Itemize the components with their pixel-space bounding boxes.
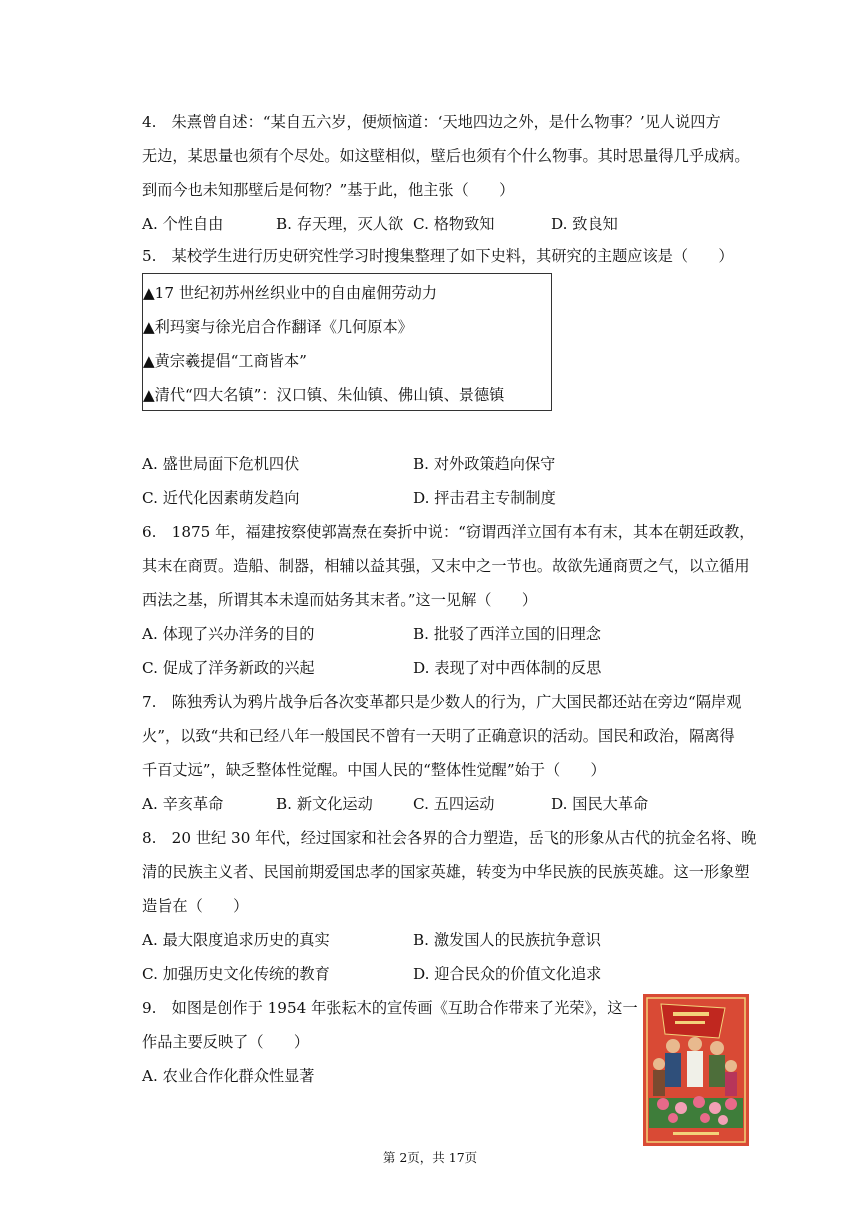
q9-option-a: A. 农业合作化群众性显著 [142,1067,315,1085]
q4-option-d: D. 致良知 [551,215,618,233]
poster-illustration [643,994,749,1146]
q5-option-a: A. 盛世局面下危机四伏 [142,455,300,473]
q8-option-c: C. 加强历史文化传统的教育 [142,965,330,983]
q5-source-item: ▲黄宗羲提倡“工商皆本” [143,352,307,370]
q7-option-b: B. 新文化运动 [276,795,373,813]
propaganda-poster-image [643,994,749,1146]
q5-option-c: C. 近代化因素萌发趋向 [142,489,300,507]
q5-option-d: D. 抨击君主专制制度 [413,489,556,507]
q4-option-c: C. 格物致知 [413,215,495,233]
q6-line-3: 西法之基，所谓其本未遑而姑务其末者。”这一见解（ ） [142,591,538,609]
q4-option-b: B. 存天理，灭人欲 [276,215,404,233]
q7-line-3: 千百丈远”，缺乏整体性觉醒。中国人民的“整体性觉醒”始于（ ） [142,761,606,779]
q6-line-1: 6. 1875 年，福建按察使郭嵩焘在奏折中说：“窃谓西洋立国有本有末，其本在朝廷政教， [142,523,755,541]
q6-option-b: B. 批驳了西洋立国的旧理念 [413,625,601,643]
q9-line-1: 9. 如图是创作于 1954 年张耘木的宣传画《互助合作带来了光荣》，这一 [142,999,638,1017]
q7-option-d: D. 国民大革命 [551,795,649,813]
q8-line-3: 造旨在（ ） [142,897,249,915]
q4-line-1: 4. 朱熹曾自述：“某自五六岁，便烦恼道：‘天地四边之外，是什么物事？’见人说四方 [142,113,721,131]
q9-line-2: 作品主要反映了（ ） [142,1033,310,1051]
q7-option-c: C. 五四运动 [413,795,495,813]
q6-option-a: A. 体现了兴办洋务的目的 [142,625,315,643]
page-footer: 第 2页，共 17页 [382,1150,478,1165]
q7-line-1: 7. 陈独秀认为鸦片战争后各次变革都只是少数人的行为，广大国民都还站在旁边“隔岸观 [142,693,742,711]
q8-option-b: B. 激发国人的民族抗争意识 [413,931,601,949]
q6-line-2: 其末在商贾。造船、制器，相辅以益其强，又末中之一节也。故欲先通商贾之气，以立循用 [142,557,750,575]
q8-line-2: 清的民族主义者、民国前期爱国忠孝的国家英雄，转变为中华民族的民族英雄。这一形象塑 [142,863,750,881]
q6-option-d: D. 表现了对中西体制的反思 [413,659,602,677]
q8-option-d: D. 迎合民众的价值文化追求 [413,965,602,983]
q5-source-item: ▲17 世纪初苏州丝织业中的自由雇佣劳动力 [143,284,438,302]
q7-option-a: A. 辛亥革命 [142,795,224,813]
q4-line-2: 无边，某思量也须有个尽处。如这壁相似，壁后也须有个什么物事。其时思量得几乎成病。 [142,147,750,165]
q5-source-item: ▲清代“四大名镇”：汉口镇、朱仙镇、佛山镇、景德镇 [143,386,505,404]
q5-line-1: 5. 某校学生进行历史研究性学习时搜集整理了如下史料，其研究的主题应该是（ ） [142,247,734,265]
q7-line-2: 火”，以致“共和已经八年一般国民不曾有一天明了正确意识的活动。国民和政治，隔离得 [142,727,735,745]
q8-option-a: A. 最大限度追求历史的真实 [142,931,330,949]
q8-line-1: 8. 20 世纪 30 年代，经过国家和社会各界的合力塑造，岳飞的形象从古代的抗金名将、晚 [142,829,757,847]
q4-option-a: A. 个性自由 [142,215,224,233]
q5-source-box [142,273,552,411]
q6-option-c: C. 促成了洋务新政的兴起 [142,659,315,677]
q5-option-b: B. 对外政策趋向保守 [413,455,556,473]
q4-line-3: 到而今也未知那壁后是何物？”基于此，他主张（ ） [142,181,515,199]
q5-source-item: ▲利玛窦与徐光启合作翻译《几何原本》 [143,318,413,336]
